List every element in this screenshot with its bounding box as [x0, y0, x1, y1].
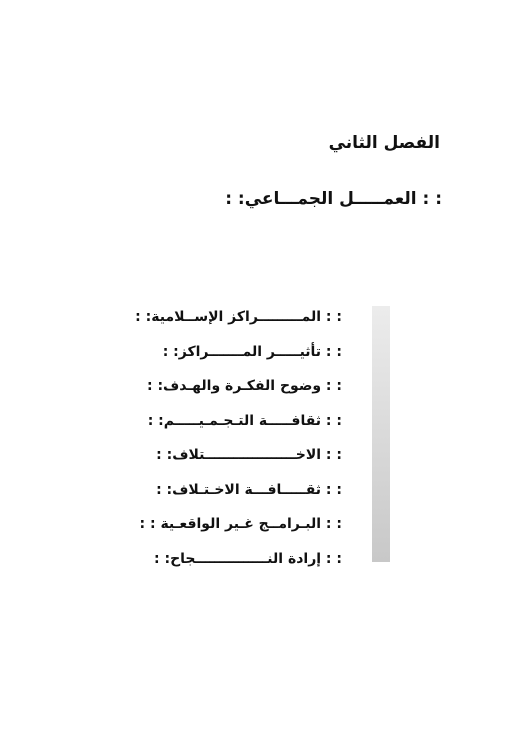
- toc-decorative-bar: [372, 306, 390, 562]
- chapter-title: الفصل الثاني: [328, 133, 440, 153]
- toc-item: : : وضوح الفكـرة والهـدف: :: [146, 378, 342, 394]
- toc-item: : : ثقافـــــة التـجـمـيـــــم: :: [147, 412, 342, 429]
- toc-item: : : الاخـــــــــــــــــــتلاف: :: [156, 447, 342, 463]
- toc-item: : : ثقـــــافـــة الاخـتـلاف: :: [156, 481, 342, 498]
- toc-item: : : البـرامــج غـير الواقعـية : :: [139, 516, 342, 532]
- toc-list: [135, 300, 342, 576]
- toc-item: : : تأثيـــــر المـــــــراكز: :: [162, 343, 342, 360]
- toc-item: : : إرادة النـــــــــــــــجاح: :: [154, 550, 342, 567]
- toc-item: : : المـــــــــراكز الإســلامية: :: [135, 309, 342, 325]
- section-title: : : العمـــــل الجمـــاعي: :: [225, 189, 442, 209]
